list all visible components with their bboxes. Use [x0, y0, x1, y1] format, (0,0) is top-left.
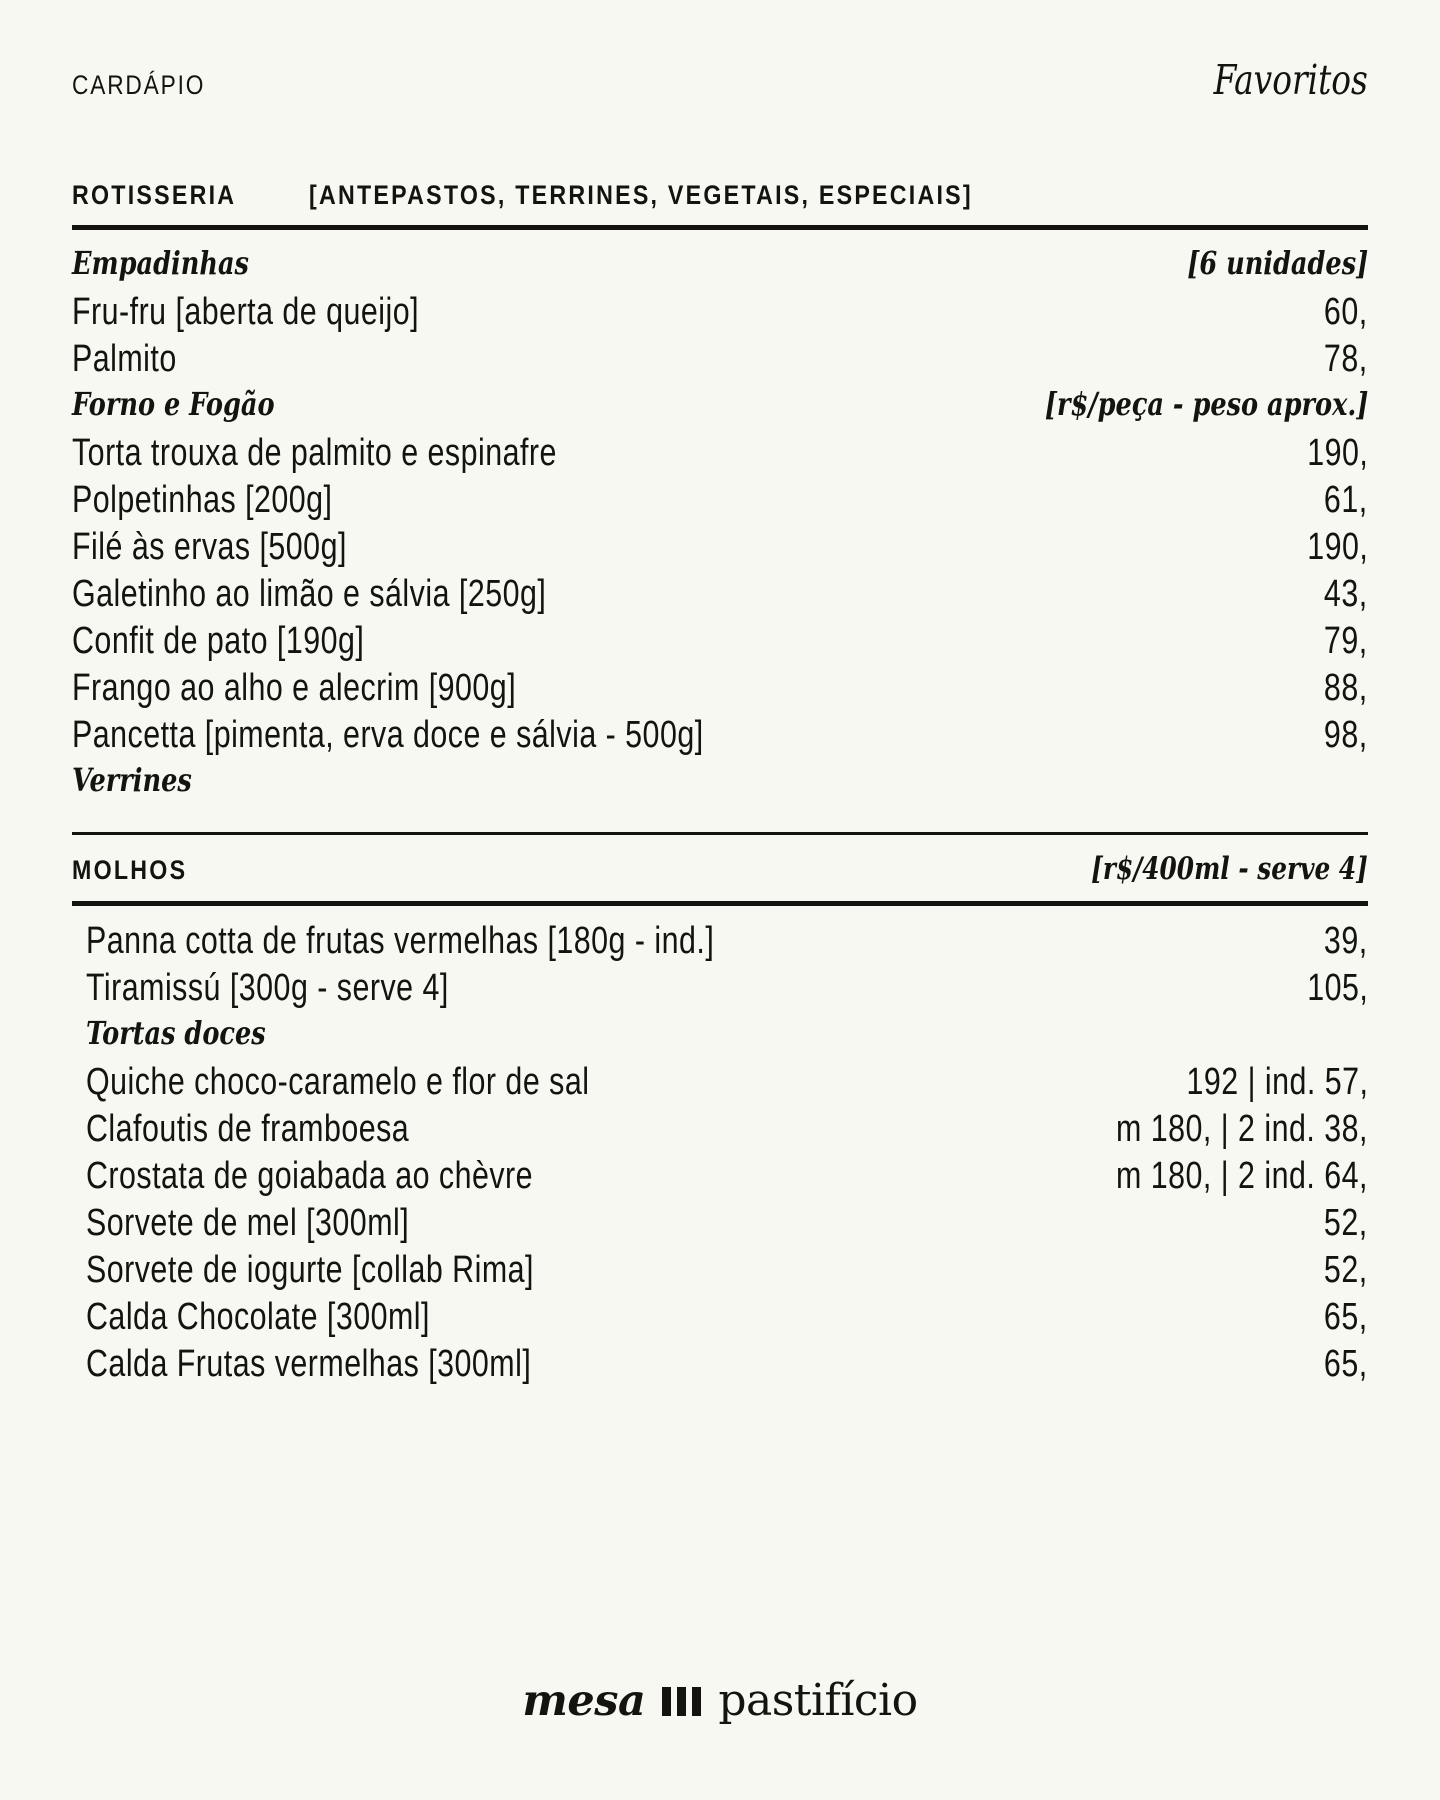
item-name: Filé às ervas [500g]: [72, 526, 347, 568]
menu-item-row: [86, 1155, 1368, 1202]
menu-item-row: [72, 573, 1368, 620]
item-price: 39,: [1324, 920, 1368, 962]
item-price: m 180, | 2 ind. 38,: [1116, 1108, 1368, 1150]
menu-item-row: [72, 479, 1368, 526]
menu-item-row: [72, 291, 1368, 338]
item-name: Calda Frutas vermelhas [300ml]: [86, 1343, 532, 1385]
item-price: 52,: [1324, 1202, 1368, 1244]
group-note: [6 unidades]: [1187, 244, 1368, 282]
section-header-rotisseria: [72, 180, 1368, 230]
menu-item-row: [86, 1343, 1368, 1390]
section-title-molhos: MOLHOS: [72, 855, 188, 885]
section-header-left: [72, 180, 1081, 211]
logo-bars-icon: [662, 1687, 701, 1716]
item-name: Fru-fru [aberta de queijo]: [72, 291, 420, 333]
item-name: Confit de pato [190g]: [72, 620, 365, 662]
item-group-empadinhas: [72, 244, 1368, 291]
page-title: Favoritos: [1213, 56, 1368, 104]
item-name: Quiche choco-caramelo e flor de sal: [86, 1061, 590, 1103]
group-label: Forno e Fogão: [72, 385, 275, 423]
item-price: 88,: [1324, 667, 1368, 709]
item-name: Pancetta [pimenta, erva doce e sálvia - 500g]: [72, 714, 704, 756]
menu-item-row: [86, 1249, 1368, 1296]
section-note-molhos: [r$/400ml - serve 4]: [1091, 851, 1368, 887]
logo-word-mesa: mesa: [522, 1675, 646, 1726]
item-group-tortas-doces: [86, 1014, 1368, 1061]
section-title-rotisseria: ROTISSERIA: [72, 180, 237, 210]
logo-word-pastificio: pastifício: [718, 1675, 918, 1726]
item-list-molhos: [72, 920, 1368, 1390]
group-label: Tortas doces: [86, 1014, 266, 1052]
group-label: Empadinhas: [72, 244, 249, 282]
item-group-forno-e-fogao: [72, 385, 1368, 432]
menu-item-row: [86, 1296, 1368, 1343]
section-header-molhos: [72, 832, 1368, 906]
item-name: Calda Chocolate [300ml]: [86, 1296, 430, 1338]
group-note: [r$/peça - peso aprox.]: [1044, 385, 1368, 423]
item-price: 192 | ind. 57,: [1186, 1061, 1368, 1103]
group-label: Verrines: [72, 761, 192, 799]
item-name: Palmito: [72, 338, 177, 380]
menu-item-row: [86, 1202, 1368, 1249]
item-name: Galetinho ao limão e sálvia [250g]: [72, 573, 547, 615]
item-price: 78,: [1324, 338, 1368, 380]
menu-item-row: [72, 667, 1368, 714]
page-kicker: CARDÁPIO: [72, 70, 206, 100]
item-price: 190,: [1306, 526, 1368, 568]
item-name: Frango ao alho e alecrim [900g]: [72, 667, 517, 709]
brand-logo: [0, 1675, 1440, 1726]
menu-item-row: [86, 1061, 1368, 1108]
item-list-rotisseria: [72, 244, 1368, 808]
page-header: [72, 56, 1368, 128]
menu-item-row: [86, 967, 1368, 1014]
item-name: Polpetinhas [200g]: [72, 479, 333, 521]
section-subtitle-rotisseria: [ANTEPASTOS, TERRINES, VEGETAIS, ESPECIAIS]: [309, 180, 973, 210]
item-price: 52,: [1324, 1249, 1368, 1291]
item-name: Sorvete de mel [300ml]: [86, 1202, 410, 1244]
item-price: 61,: [1324, 479, 1368, 521]
item-price: 60,: [1324, 291, 1368, 333]
item-price: 98,: [1324, 714, 1368, 756]
item-name: Panna cotta de frutas vermelhas [180g - ind.]: [86, 920, 715, 962]
item-price: 65,: [1324, 1343, 1368, 1385]
item-group-verrines: [72, 761, 1368, 808]
section-block-molhos: [72, 832, 1368, 1390]
item-name: Torta trouxa de palmito e espinafre: [72, 432, 557, 474]
menu-item-row: [72, 620, 1368, 667]
item-price: 65,: [1324, 1296, 1368, 1338]
item-name: Sorvete de iogurte [collab Rima]: [86, 1249, 534, 1291]
menu-item-row: [86, 1108, 1368, 1155]
item-price: 79,: [1324, 620, 1368, 662]
item-price: 43,: [1324, 573, 1368, 615]
menu-item-row: [72, 714, 1368, 761]
item-price: 190,: [1306, 432, 1368, 474]
item-name: Crostata de goiabada ao chèvre: [86, 1155, 534, 1197]
item-name: Tiramissú [300g - serve 4]: [86, 967, 449, 1009]
menu-item-row: [72, 338, 1368, 385]
menu-item-row: [86, 920, 1368, 967]
item-price: m 180, | 2 ind. 64,: [1116, 1155, 1368, 1197]
item-name: Clafoutis de framboesa: [86, 1108, 410, 1150]
item-price: 105,: [1306, 967, 1368, 1009]
menu-item-row: [72, 432, 1368, 479]
menu-item-row: [72, 526, 1368, 573]
